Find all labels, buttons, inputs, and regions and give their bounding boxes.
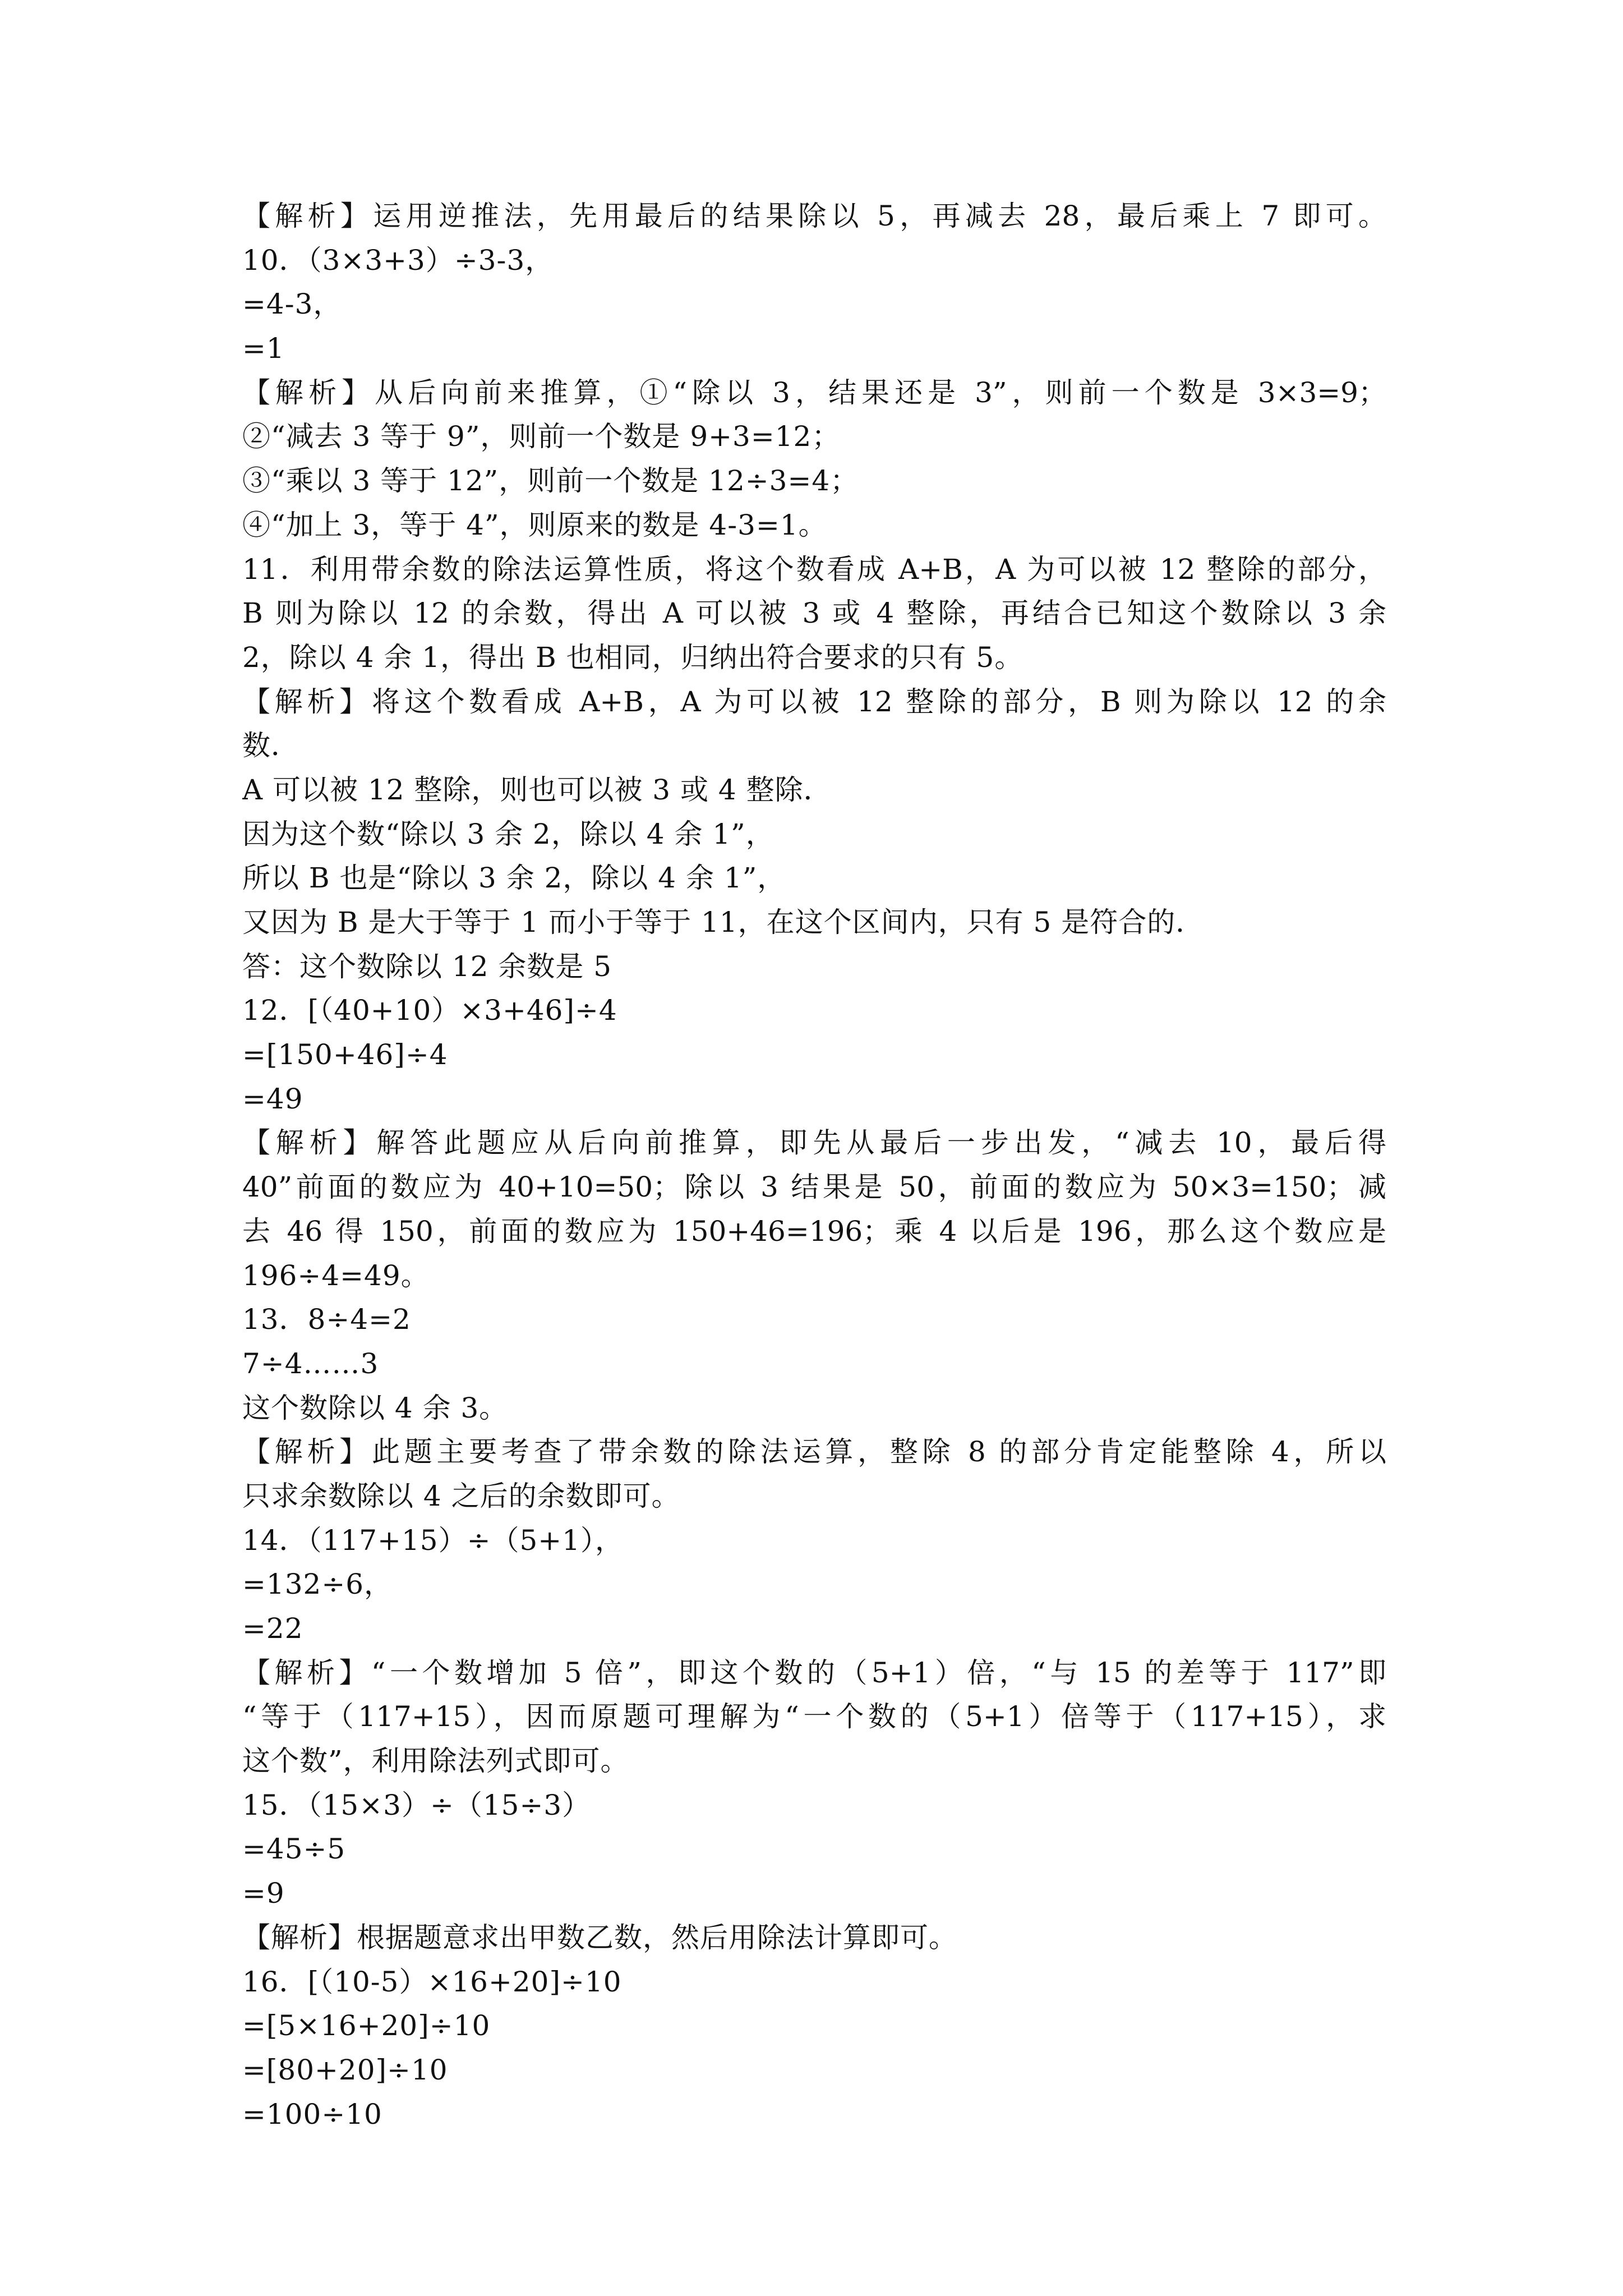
text-line: 15．（15×3）÷（15÷3） [242, 1788, 591, 1821]
document-body [242, 194, 1386, 2136]
text-line: ③“乘以 3 等于 12”，则前一个数是 12÷3=4； [242, 464, 859, 498]
text-line: =45÷5 [242, 1833, 346, 1866]
text-line: 这个数”，利用除法列式即可。 [242, 1745, 629, 1778]
text-line: 10．（3×3+3）÷3-3， [242, 243, 554, 277]
text-line: 13．8÷4=2 [242, 1303, 411, 1336]
text-line: 去 46 得 150，前面的数应为 150+46=196；乘 4 以后是 196，那么这个数应是 [242, 1214, 1386, 1248]
text-line: 这个数除以 4 余 3。 [242, 1391, 508, 1424]
text-line: 只求余数除以 4 之后的余数即可。 [242, 1479, 680, 1512]
text-line: 答：这个数除以 12 余数是 5 [242, 950, 612, 983]
text-line: 【解析】解答此题应从后向前推算，即先从最后一步出发，“减去 10，最后得 [242, 1126, 1386, 1159]
text-line: 7÷4……3 [242, 1347, 379, 1380]
text-line: ④“加上 3，等于 4”，则原来的数是 4-3=1。 [242, 508, 827, 541]
text-line: 又因为 B 是大于等于 1 而小于等于 11，在这个区间内，只有 5 是符合的． [242, 906, 1205, 938]
text-line: 2，除以 4 余 1，得出 B 也相同，归纳出符合要求的只有 5。 [242, 641, 1023, 674]
text-line: =4-3， [242, 288, 342, 321]
text-line: =100÷10 [242, 2097, 382, 2131]
text-line: 14．（117+15）÷（5+1）， [242, 1524, 624, 1557]
text-line: =[80+20]÷10 [242, 2053, 448, 2086]
text-line: B 则为除以 12 的余数，得出 A 可以被 3 或 4 整除，再结合已知这个数除以 3 余 [242, 597, 1386, 630]
text-line: =[150+46]÷4 [242, 1038, 448, 1071]
text-line: 【解析】“一个数增加 5 倍”，即这个数的（5+1）倍，“与 15 的差等于 117”即 [242, 1656, 1386, 1689]
text-line: 数． [242, 729, 299, 762]
text-line: =[5×16+20]÷10 [242, 2009, 491, 2042]
text-line: “等于（117+15），因而原题可理解为“一个数的（5+1）倍等于（117+15），求 [242, 1700, 1386, 1733]
text-line: 12．[（40+10）×3+46]÷4 [242, 994, 617, 1027]
text-line: 【解析】根据题意求出甲数乙数，然后用除法计算即可。 [242, 1921, 957, 1954]
text-line: =132÷6， [242, 1568, 393, 1601]
text-line: A 可以被 12 整除，则也可以被 3 或 4 整除． [242, 773, 832, 806]
text-line: 【解析】从后向前来推算，①“除以 3，结果还是 3”，则前一个数是 3×3=9； [242, 376, 1386, 409]
text-line: 【解析】此题主要考查了带余数的除法运算，整除 8 的部分肯定能整除 4，所以 [242, 1435, 1386, 1469]
text-line: =9 [242, 1877, 285, 1910]
text-line: =1 [242, 332, 285, 365]
text-line: 【解析】运用逆推法，先用最后的结果除以 5，再减去 28，最后乘上 7 即可。 [242, 200, 1386, 232]
text-line: 所以 B 也是“除以 3 余 2，除以 4 余 1”， [242, 862, 786, 895]
text-line: 16．[（10-5）×16+20]÷10 [242, 1965, 622, 1998]
text-line: 40”前面的数应为 40+10=50；除以 3 结果是 50，前面的数应为 50×3=150；减 [242, 1171, 1386, 1204]
text-line: =22 [242, 1612, 303, 1645]
text-line: 196÷4=49。 [242, 1259, 430, 1292]
text-line: 11．利用带余数的除法运算性质，将这个数看成 A+B，A 为可以被 12 整除的部分， [242, 553, 1386, 586]
text-line: =49 [242, 1082, 303, 1115]
text-line: ②“减去 3 等于 9”，则前一个数是 9+3=12； [242, 420, 841, 453]
text-line: 【解析】将这个数看成 A+B，A 为可以被 12 整除的部分，B 则为除以 12 的余 [242, 685, 1386, 718]
text-line: 因为这个数“除以 3 余 2，除以 4 余 1”， [242, 817, 774, 850]
